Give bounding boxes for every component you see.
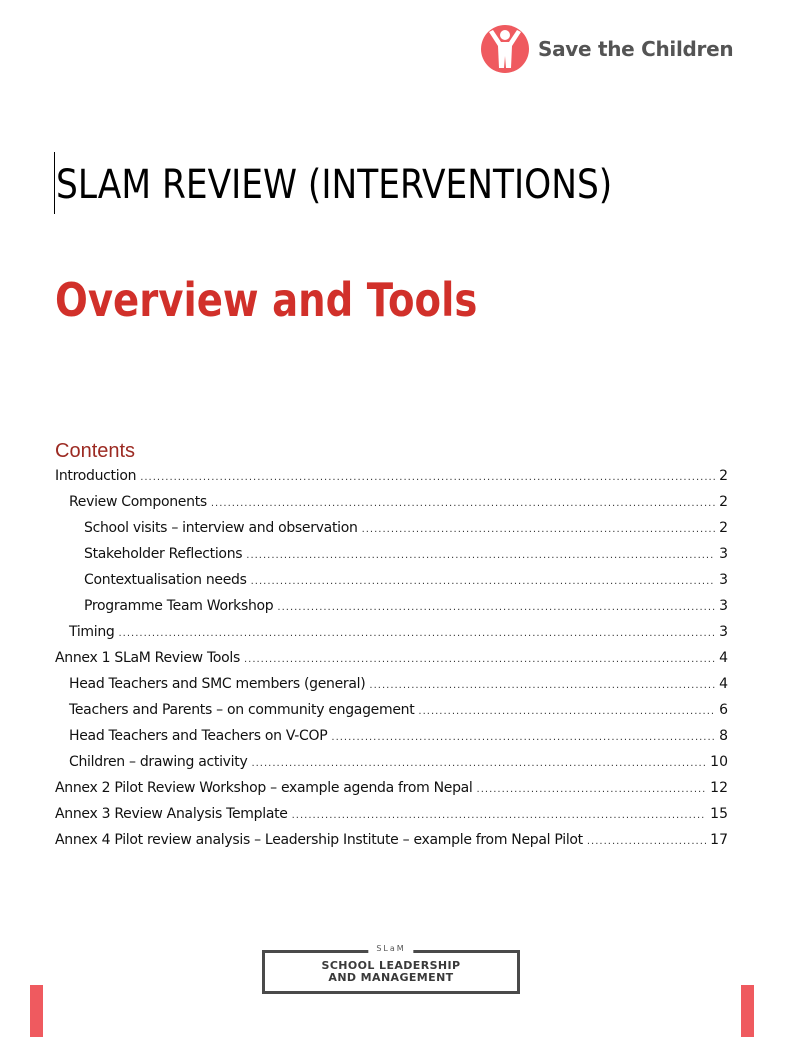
toc-entry-title: Review Components bbox=[69, 494, 207, 510]
footer-line-1: SCHOOL LEADERSHIP bbox=[321, 959, 461, 972]
toc-dot-leader bbox=[418, 701, 715, 723]
toc-entry-title: Introduction bbox=[55, 468, 137, 484]
footer-line-2: AND MANAGEMENT bbox=[328, 971, 454, 984]
toc-dot-leader bbox=[211, 493, 715, 515]
toc-entry[interactable] bbox=[55, 673, 728, 695]
toc-entry-title: Head Teachers and Teachers on V-COP bbox=[69, 728, 328, 744]
toc-entry-page: 2 bbox=[719, 494, 728, 510]
toc-dot-leader bbox=[362, 519, 716, 541]
toc-entry-page: 6 bbox=[719, 702, 728, 718]
toc-dot-leader bbox=[587, 831, 706, 853]
toc-entry-title: Head Teachers and SMC members (general) bbox=[69, 676, 366, 692]
toc-entry[interactable] bbox=[55, 829, 728, 851]
left-edge-bar bbox=[30, 985, 43, 1037]
toc-entry[interactable] bbox=[55, 777, 728, 799]
toc-entry-title: Timing bbox=[69, 624, 115, 640]
contents-heading: Contents bbox=[55, 440, 136, 462]
document-title: SLAM REVIEW (INTERVENTIONS) bbox=[56, 162, 613, 208]
toc-entry[interactable] bbox=[55, 595, 728, 617]
toc-dot-leader bbox=[251, 571, 715, 593]
toc-entry-page: 10 bbox=[710, 754, 728, 770]
child-figure-icon bbox=[480, 24, 530, 74]
text-cursor bbox=[54, 152, 55, 214]
toc-dot-leader bbox=[277, 597, 715, 619]
toc-entry-title: Programme Team Workshop bbox=[84, 598, 274, 614]
toc-entry-title: Annex 2 Pilot Review Workshop – example agenda from Nepal bbox=[55, 780, 473, 796]
toc-dot-leader bbox=[292, 805, 707, 827]
toc-dot-leader bbox=[251, 753, 706, 775]
toc-dot-leader bbox=[331, 727, 715, 749]
toc-entry-page: 2 bbox=[719, 468, 728, 484]
right-edge-bar bbox=[741, 985, 754, 1037]
toc-entry-title: Annex 3 Review Analysis Template bbox=[55, 806, 288, 822]
toc-entry-title: School visits – interview and observation bbox=[84, 520, 358, 536]
toc-entry-title: Annex 4 Pilot review analysis – Leadership Institute – example from Nepal Pilot bbox=[55, 832, 583, 848]
toc-dot-leader bbox=[246, 545, 715, 567]
toc-entry-page: 2 bbox=[719, 520, 728, 536]
toc-entry-title: Annex 1 SLaM Review Tools bbox=[55, 650, 240, 666]
toc-entry-page: 17 bbox=[710, 832, 728, 848]
toc-dot-leader bbox=[369, 675, 715, 697]
toc-entry-page: 8 bbox=[719, 728, 728, 744]
toc-entry[interactable] bbox=[55, 803, 728, 825]
toc-entry-page: 3 bbox=[719, 546, 728, 562]
toc-entry-page: 3 bbox=[719, 624, 728, 640]
toc-entry-page: 4 bbox=[719, 676, 728, 692]
document-subtitle: Overview and Tools bbox=[55, 273, 478, 327]
toc-entry[interactable] bbox=[55, 751, 728, 773]
logo-text: Save the Children bbox=[538, 37, 734, 61]
toc-entry-page: 3 bbox=[719, 572, 728, 588]
toc-entry-page: 15 bbox=[710, 806, 728, 822]
toc-entry[interactable] bbox=[55, 491, 728, 513]
toc-dot-leader bbox=[140, 467, 715, 489]
toc-entry-page: 4 bbox=[719, 650, 728, 666]
toc-entry-title: Stakeholder Reflections bbox=[84, 546, 243, 562]
footer-tag: SLaM bbox=[368, 944, 413, 953]
toc-entry-title: Children – drawing activity bbox=[69, 754, 248, 770]
slam-footer-logo bbox=[262, 944, 520, 994]
toc-entry[interactable] bbox=[55, 699, 728, 721]
toc-entry[interactable] bbox=[55, 647, 728, 669]
save-the-children-logo bbox=[480, 22, 733, 76]
toc-entry[interactable] bbox=[55, 543, 728, 565]
toc-dot-leader bbox=[119, 623, 716, 645]
toc-entry[interactable] bbox=[55, 725, 728, 747]
toc-entry[interactable] bbox=[55, 465, 728, 487]
toc-entry-title: Contextualisation needs bbox=[84, 572, 247, 588]
toc-entry[interactable] bbox=[55, 569, 728, 591]
toc-dot-leader bbox=[477, 779, 707, 801]
toc-entry[interactable] bbox=[55, 621, 728, 643]
toc-entry-page: 12 bbox=[710, 780, 728, 796]
toc-entry-title: Teachers and Parents – on community engagement bbox=[69, 702, 415, 718]
toc-entry[interactable] bbox=[55, 517, 728, 539]
toc-dot-leader bbox=[244, 649, 715, 671]
toc-entry-page: 3 bbox=[719, 598, 728, 614]
